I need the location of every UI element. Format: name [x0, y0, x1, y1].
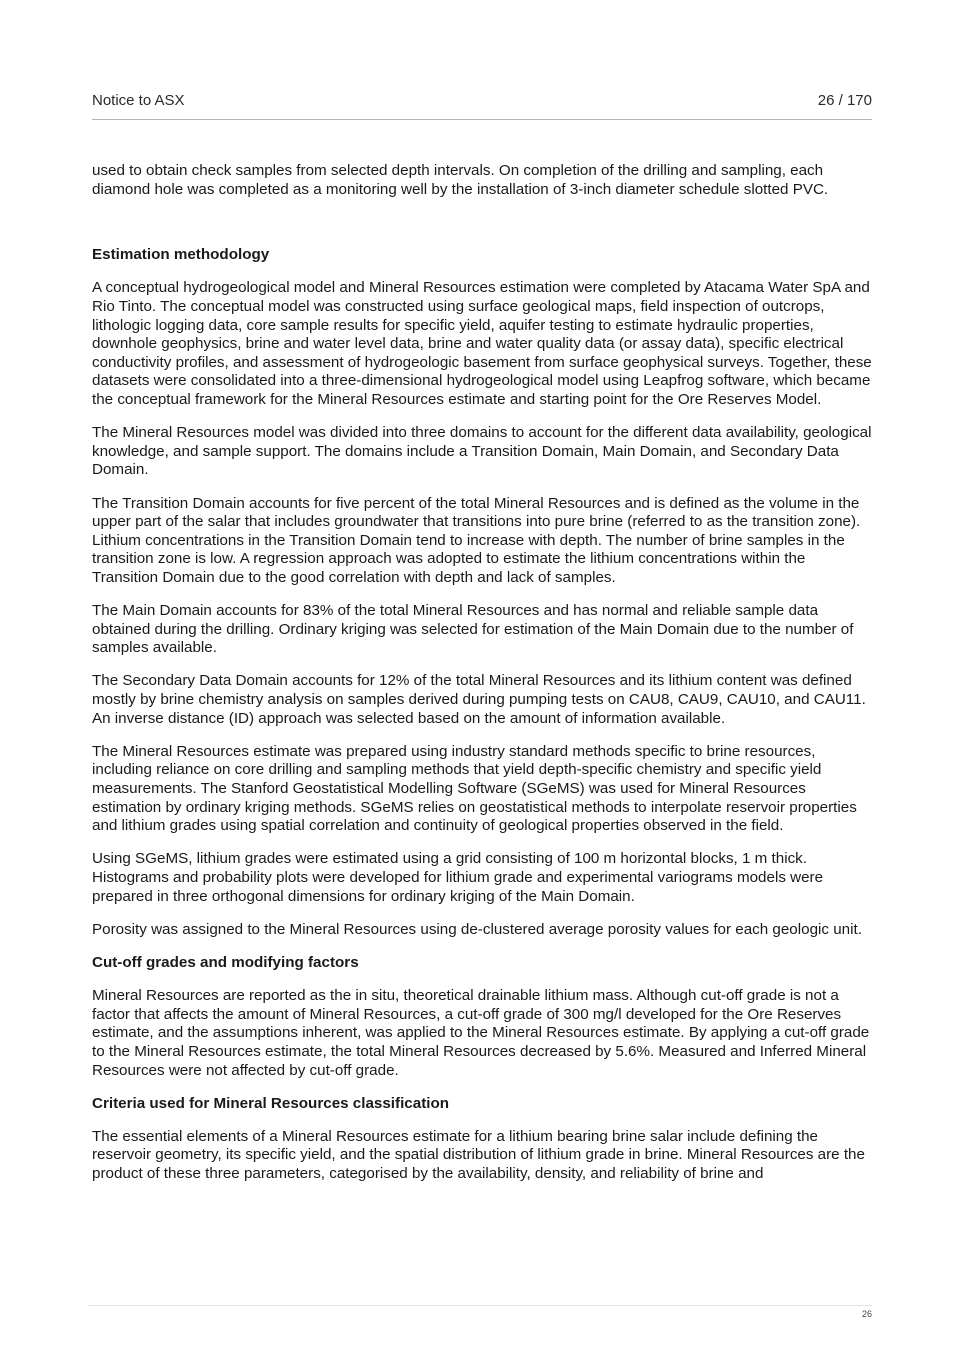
page-footer [88, 1305, 872, 1319]
paragraph: Using SGeMS, lithium grades were estimated using a grid consisting of 100 m horizontal blocks, 1 m thick. Histograms and probability plots were developed for lithium grade and experimental variograms models were prepared in three orthogonal dimensions for ordinary kriging of the Main Domain. [92, 850, 824, 905]
paragraph: Porosity was assigned to the Mineral Resources using de-clustered average porosity values for each geologic unit. [92, 920, 862, 938]
paragraph: The Mineral Resources estimate was prepared using industry standard methods specific to brine resources, including reliance on core drilling and sampling methods that yield depth-specific chemistry and specific yield measurements. The Stanford Geostatistical Modelling Software (SGeMS) was used for Mineral Resources estimation by ordinary kriging methods. SGeMS relies on geostatistical methods to interpolate reservoir properties and lithium grades using spatial correlation and continuity of geological properties observed in the field. [92, 742, 857, 835]
paragraph: The essential elements of a Mineral Resources estimate for a lithium bearing brine salar include defining the reservoir geometry, its specific yield, and the spatial distribution of lithium grade in brine. Mineral Resources are the product of these three parameters, categorised by the availability, density, and reliability of brine and [92, 1127, 865, 1183]
document-title: Notice to ASX [92, 92, 185, 109]
section-heading-classification-criteria: Criteria used for Mineral Resources classification [92, 1094, 450, 1112]
paragraph: used to obtain check samples from selected depth intervals. On completion of the drilling and sampling, each diamond hole was completed as a monitoring well by the installation of 3-inch diameter schedule slotted PVC. [92, 162, 829, 198]
paragraph: Mineral Resources are reported as the in situ, theoretical drainable lithium mass. Although cut-off grade is not a factor that affects the amount of Mineral Resources, a cut-off grade of 300 mg/l developed for the Ore Reserves estimate, and the assumptions inherent, was applied to the Mineral Resources estimate. By applying a cut-off grade to the Mineral Resources estimate, the total Mineral Resources decreased by 5.6%. Measured and Inferred Mineral Resources were not affected by cut-off grade. [92, 987, 870, 1079]
paragraph: The Transition Domain accounts for five percent of the total Mineral Resources and is defined as the volume in the upper part of the salar that includes groundwater that transitions into pure brine (referred to as the transition zone). Lithium concentrations in the Transition Domain tend to increase with depth. The number of brine samples in the transition zone is low. A regression approach was adopted to estimate the lithium concentrations within the Transition Domain due to the good correlation with depth and lack of samples. [92, 494, 861, 586]
paragraph: A conceptual hydrogeological model and Mineral Resources estimation were completed by Atacama Water SpA and Rio Tinto. The conceptual model was constructed using surface geological maps, field inspection of outcrops, lithologic logging data, core sample results for specific yield, aquifer testing to estimate hydraulic properties, downhole geophysics, brine and water level data, brine and water quality data (or assay data), specific electrical conductivity profiles, and assessment of hydrogeologic basement from surface geophysical surveys. Together, these datasets were consolidated into a three-dimensional hydrogeological model using Leapfrog software, which became the conceptual framework for the Mineral Resources estimate and starting point for the Ore Reserves Model. [92, 279, 872, 408]
page-count: 26 / 170 [817, 92, 872, 109]
section-heading-estimation-methodology: Estimation methodology [92, 246, 270, 264]
section-heading-cut-off-grades: Cut-off grades and modifying factors [92, 953, 359, 971]
page-header [92, 92, 872, 120]
footer-page-number: 26 [861, 1309, 872, 1319]
paragraph: The Main Domain accounts for 83% of the total Mineral Resources and has normal and reliable sample data obtained during the drilling. Ordinary kriging was selected for estimation of the Main Domain due to the number of samples available. [92, 602, 854, 657]
document-body [92, 162, 874, 1184]
paragraph: The Mineral Resources model was divided into three domains to account for the different data availability, geological knowledge, and sample support. The domains include a Transition Domain, Main Domain, and Secondary Data Domain. [92, 424, 872, 479]
paragraph: The Secondary Data Domain accounts for 12% of the total Mineral Resources and its lithium content was defined mostly by brine chemistry analysis on samples derived during pumping tests on CAU8, CAU9, CAU10, and CAU11. An inverse distance (ID) approach was selected based on the amount of information available. [92, 672, 866, 727]
